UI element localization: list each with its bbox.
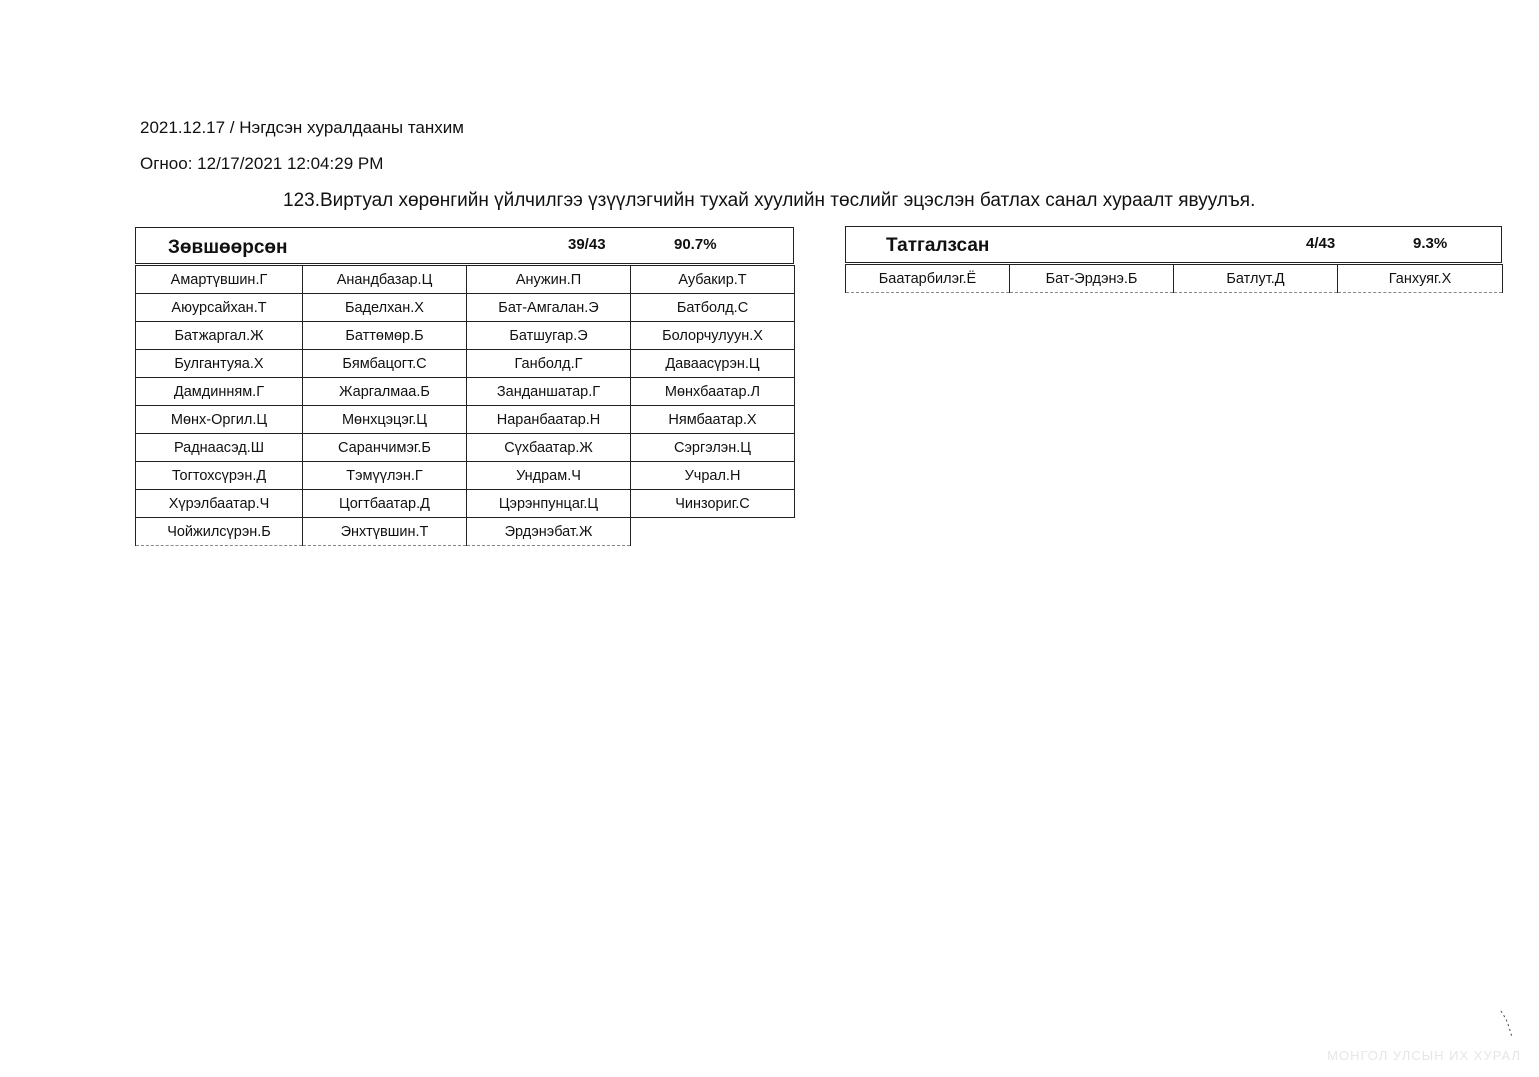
member-name: Эрдэнэбат.Ж	[467, 518, 631, 546]
member-name: Раднаасэд.Ш	[136, 434, 303, 462]
member-name: Чинзориг.С	[631, 490, 795, 518]
member-name: Баделхан.Х	[303, 294, 467, 322]
member-name: Чойжилсүрэн.Б	[136, 518, 303, 546]
table-row	[136, 322, 795, 350]
reject-header	[845, 226, 1502, 263]
member-name: Булгантуяа.Х	[136, 350, 303, 378]
member-name: Тогтохсүрэн.Д	[136, 462, 303, 490]
member-name: Тэмүүлэн.Г	[303, 462, 467, 490]
member-name: Жаргалмаа.Б	[303, 378, 467, 406]
approve-header	[135, 227, 794, 264]
member-name: Даваасүрэн.Ц	[631, 350, 795, 378]
table-row	[136, 518, 795, 546]
member-name: Баттөмөр.Б	[303, 322, 467, 350]
member-name: Хүрэлбаатар.Ч	[136, 490, 303, 518]
member-name: Аубакир.Т	[631, 266, 795, 294]
table-row	[136, 490, 795, 518]
reject-title: Татгалзсан	[886, 235, 990, 256]
table-row	[136, 350, 795, 378]
approve-percent: 90.7%	[674, 236, 717, 253]
member-name: Батшугар.Э	[467, 322, 631, 350]
reject-table	[845, 264, 1503, 293]
member-name: Цэрэнпунцаг.Ц	[467, 490, 631, 518]
member-name: Батболд.С	[631, 294, 795, 322]
table-row	[136, 406, 795, 434]
member-name: Дамдинням.Г	[136, 378, 303, 406]
member-name: Мөнхбаатар.Л	[631, 378, 795, 406]
member-name: Занданшатар.Г	[467, 378, 631, 406]
member-name: Бат-Амгалан.Э	[467, 294, 631, 322]
member-name: Ганболд.Г	[467, 350, 631, 378]
table-row	[136, 434, 795, 462]
watermark: МОНГОЛ УЛСЫН ИХ ХУРАЛ	[1327, 1048, 1521, 1063]
pen-mark-icon	[1497, 1009, 1517, 1039]
member-name: Батжаргал.Ж	[136, 322, 303, 350]
member-name: Болорчулуун.Х	[631, 322, 795, 350]
reject-count: 4/43	[1306, 235, 1336, 252]
table-row	[846, 265, 1503, 293]
member-name: Саранчимэг.Б	[303, 434, 467, 462]
session-line: 2021.12.17 / Нэгдсэн хуралдааны танхим	[140, 118, 464, 137]
member-name: Сүхбаатар.Ж	[467, 434, 631, 462]
member-name: Сэргэлэн.Ц	[631, 434, 795, 462]
reject-percent: 9.3%	[1413, 235, 1448, 252]
member-name: Анандбазар.Ц	[303, 266, 467, 294]
member-name: Учрал.Н	[631, 462, 795, 490]
approve-table	[135, 265, 795, 546]
member-name: Энхтүвшин.Т	[303, 518, 467, 546]
table-row	[136, 294, 795, 322]
member-name	[631, 518, 795, 546]
member-name: Мөнхцэцэг.Ц	[303, 406, 467, 434]
member-name: Наранбаатар.Н	[467, 406, 631, 434]
table-row	[136, 378, 795, 406]
member-name: Цогтбаатар.Д	[303, 490, 467, 518]
member-name: Ундрам.Ч	[467, 462, 631, 490]
member-name: Бат-Эрдэнэ.Б	[1010, 265, 1174, 293]
member-name: Амартүвшин.Г	[136, 266, 303, 294]
member-name: Бямбацогт.С	[303, 350, 467, 378]
table-row	[136, 462, 795, 490]
member-name: Анужин.П	[467, 266, 631, 294]
motion-title: 123.Виртуал хөрөнгийн үйлчилгээ үзүүлэгчийн тухай хуулийн төслийг эцэслэн батлах санал хураалт явуулъя.	[283, 190, 1256, 211]
member-name: Баатарбилэг.Ё	[846, 265, 1010, 293]
approve-count: 39/43	[568, 236, 606, 253]
vote-datetime: Огноо: 12/17/2021 12:04:29 PM	[140, 154, 384, 173]
member-name: Нямбаатар.Х	[631, 406, 795, 434]
member-name: Мөнх-Оргил.Ц	[136, 406, 303, 434]
table-row	[136, 266, 795, 294]
member-name: Аюурсайхан.Т	[136, 294, 303, 322]
member-name: Ганхуяг.Х	[1338, 265, 1503, 293]
member-name: Батлут.Д	[1174, 265, 1338, 293]
approve-title: Зөвшөөрсөн	[168, 237, 288, 258]
